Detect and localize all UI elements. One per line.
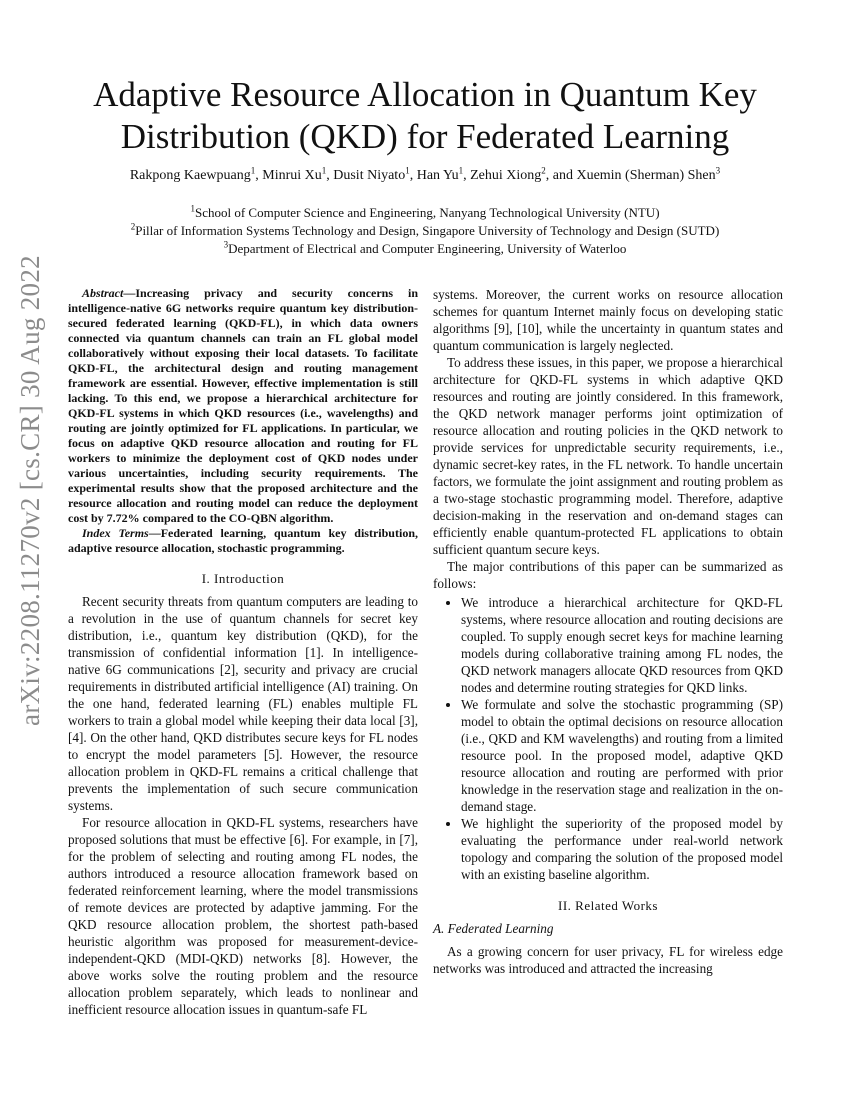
intro-paragraph-2-continued: systems. Moreover, the current works on resource allocation schemes for quantum Internet mainly focus on developing static algorithms [9], [10], while the uncertainty in quantum states and quantum communication is largely neglected. [433,287,783,353]
author-affiliation-mark: 1 [321,165,327,176]
author-affiliation-mark: 1 [250,165,256,176]
author-name: Zehui Xiong [470,168,542,183]
abstract-lead: Abstract [82,286,124,300]
affiliation-line [68,240,782,258]
contributions-list [433,594,783,883]
author-affiliation-mark: 2 [541,165,546,176]
author-name: Rakpong Kaewpuang [129,168,251,183]
affiliation-text: Pillar of Information Systems Technology and Design, Singapore University of Technology and Design (SUTD) [135,223,720,238]
author-name: Xuemin (Sherman) Shen [576,168,716,183]
index-terms-text: —Federated learning, quantum key distribution, adaptive resource allocation, stochastic programming. [68,526,418,555]
affiliation-text: School of Computer Science and Engineering, Nanyang Technological University (NTU) [194,205,660,220]
arxiv-id: arXiv:2208.11270v2 [cs.CR] 30 Aug 2022 [14,254,45,726]
abstract-text: —Increasing privacy and security concerns in intelligence-native 6G networks require quantum key distribution-secured federated learning (QKD-FL), in which data owners connected via quantum channels can train an FL global model collaboratively without exposing their local datasets. To facilitate QKD-FL, the architectural design and routing management framework are essential. However, effective implementation is still lacking. To this end, we propose a hierarchical architecture for QKD-FL systems in which QKD resources (i.e., wavelengths) and routing are jointly optimized for FL applications. In particular, we focus on adaptive QKD resource allocation and routing for FL workers to minimize the deployment cost of QKD nodes under various uncertainties, including security requirements. The experimental results show that the proposed architecture and the resource allocation and routing model can reduce the deployment cost by 7.72% compared to the CO-QBN algorithm. [68,286,418,525]
contribution-item: • We highlight the superiority of the proposed model by evaluating the performance under real-world network topology and comparing the solution of the proposed model with an existing baseline algorithm. [461,815,783,883]
author-name: Han Yu [416,168,459,183]
author-separator: , [409,168,417,183]
section-heading-related-works: II. Related Works [558,898,658,913]
section-heading-introduction: I. Introduction [201,571,285,586]
author-affiliation-mark: 3 [715,165,721,176]
arxiv-watermark [8,254,52,726]
index-terms [68,526,418,556]
affiliation-mark: 2 [130,221,136,232]
title-line-1: Adaptive Resource Allocation in Quantum Key [93,75,757,114]
author-separator: , [255,168,263,183]
left-column [68,286,418,1018]
affiliation-line [68,204,782,222]
author-separator: , and [545,168,577,183]
affiliation-mark: 3 [223,239,229,250]
affiliation-mark: 1 [190,203,195,214]
contribution-item: • We introduce a hierarchical architecture for QKD-FL systems, where resource allocation and routing decisions are coupled. To supply enough secret keys for machine learning models during collaborative training among FL nodes, the QKD network managers allocate QKD resources from QKD nodes and determine routing strategies for QKD links. [461,594,783,696]
author-name: Dusit Niyato [333,168,406,183]
author-list [68,165,782,184]
paper-title [68,74,782,158]
right-column [433,286,783,977]
intro-paragraph-4: The major contributions of this paper can be summarized as follows: [433,559,783,591]
affiliation-line [68,222,782,240]
author-separator: , [326,168,334,183]
intro-paragraph-3: To address these issues, in this paper, we propose a hierarchical architecture for QKD-FL systems in which adaptive QKD resources and routing are jointly considered. In this framework, the QKD network manager performs joint optimization of resource allocation and routing policies in the QKD network to provide services for unpredictable security requirements, i.e., dynamic secret-key rates, in the FL network. To handle uncertain factors, we formulate the joint assignment and routing problem as a two-stage stochastic programming model. Therefore, adaptive decision-making in the reservation and on-demand stages can efficiently enable quantum-protected FL applications to obtain sufficient quantum secure keys. [433,355,783,557]
author-separator: , [463,168,471,183]
subsection-heading-federated-learning: A. Federated Learning [433,921,554,936]
index-terms-lead: Index Terms [82,526,149,540]
title-line-2: Distribution (QKD) for Federated Learning [120,117,730,156]
affiliations [68,204,782,258]
contribution-item: • We formulate and solve the stochastic programming (SP) model to obtain the optimal decisions on resource allocation (i.e., QKD and KM wavelengths) and routing from a limited resource pool. In the proposed model, adaptive QKD resource allocation and routing are performed with prior knowledge in the reservation stage and realization in the on-demand stage. [461,696,783,815]
related-paragraph-1: As a growing concern for user privacy, FL for wireless edge networks was introduced and attracted the increasing [433,944,783,976]
abstract [68,286,418,526]
author-name: Minrui Xu [262,168,322,183]
intro-paragraph-2: For resource allocation in QKD-FL systems, researchers have proposed solutions that must be effective [6]. For example, in [7], for the problem of selecting and routing among FL nodes, the authors introduced a resource allocation framework based on federated reinforcement learning, where the model transmissions of remote devices are protected by adaptive jamming. For the QKD resource allocation problem, the shortest path-based heuristic algorithm was proposed for measurement-device-independent-QKD (MDI-QKD) networks [8]. However, the above works solve the routing problem and the resource allocation problem separately, which leads to nonlinear and inefficient resource allocation issues in quantum-safe FL [68,815,418,1017]
author-affiliation-mark: 1 [405,165,410,176]
author-affiliation-mark: 1 [458,165,464,176]
affiliation-text: Department of Electrical and Computer Engineering, University of Waterloo [228,241,627,256]
intro-paragraph-1: Recent security threats from quantum computers are leading to a revolution in the use of quantum channels for secret key distribution, i.e., quantum key distribution (QKD), for the transmission of confidential information [1]. In intelligence-native 6G communications [2], security and privacy are crucial requirements in distributed artificial intelligence (AI) training. On the one hand, federated learning (FL) enables multiple FL workers to train a global model while keeping their data local [3], [4]. On the other hand, QKD distributes secure keys for FL nodes to encrypt the model parameters [5]. However, the resource allocation problem in QKD-FL remains a critical challenge that prevents the implementation of such secure communication systems. [68,594,418,813]
